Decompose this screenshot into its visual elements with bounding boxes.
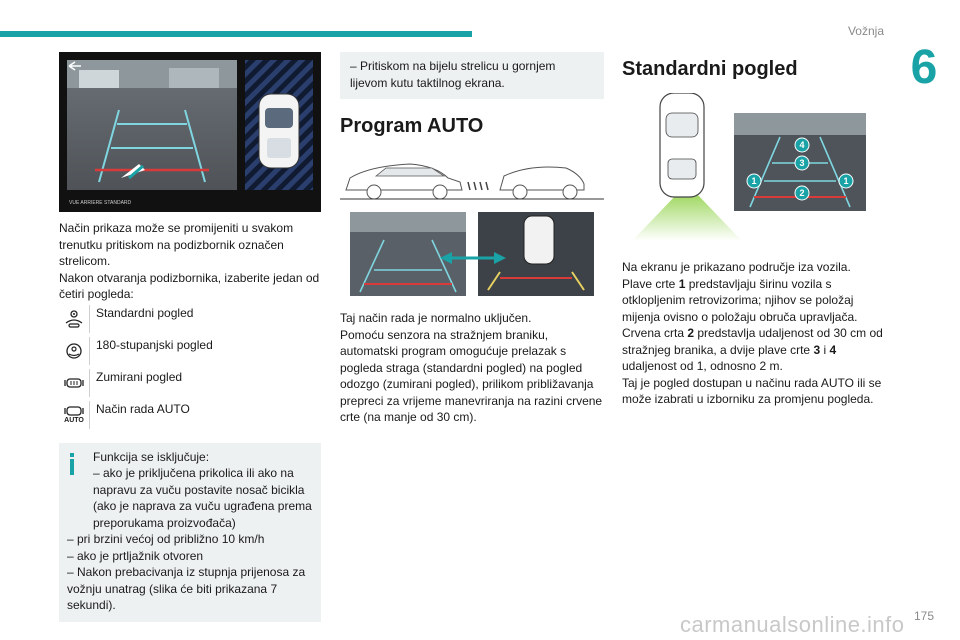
- mode-zoom: [59, 369, 321, 401]
- view-mode-list: [59, 305, 321, 433]
- marker-3: 3: [799, 158, 805, 168]
- auto-screens-figure: [340, 212, 604, 296]
- 180-view-icon: [59, 337, 90, 365]
- camera-screen-figure: [59, 52, 321, 212]
- standard-view-heading: Standardni pogled: [622, 58, 798, 80]
- program-auto-line-2: Pomoću senzora na stražnjem braniku, automatski program omogućuje prelazak s pogleda straga (standardni pogled) na pogled odozgo (zumirani pogled), prilikom približavanja prepreci za vrijeme manevriranja na razini crvene crte (na manje od 30 cm).: [340, 327, 603, 424]
- column-2: [340, 52, 604, 426]
- watermark: carmanualsonline.info: [680, 612, 905, 637]
- standard-view-illustration: [622, 93, 884, 243]
- mode-auto-label: Način rada AUTO: [96, 401, 190, 416]
- mode-standard-label: Standardni pogled: [96, 305, 194, 320]
- mode-zoom-label: Zumirani pogled: [96, 369, 183, 384]
- auto-cars-illustration: [340, 154, 604, 204]
- intro-line-2: Nakon otvaranja podizbornika, izaberite jedan od četiri pogleda:: [59, 270, 320, 301]
- info-text: [67, 449, 313, 614]
- intro-line-1: Način prikaza može se promijeniti u svakom trenutku pritiskom na podizbornik označen strelicom.: [59, 221, 294, 268]
- rear-camera-illustration: [59, 52, 321, 212]
- marker-2: 2: [799, 188, 805, 198]
- marker-1-right: 1: [843, 176, 849, 186]
- standard-line-1: Na ekranu je prikazano područje iza vozila.: [622, 260, 851, 274]
- marker-4: 4: [799, 140, 805, 150]
- info-line-2: – ako je priključena prikolica ili ako na napravu za vuču postavite nosač bicikla (ako je naprava za vuču ugrađena prema preporukama proizvođača): [93, 466, 312, 530]
- auto-screens-illustration: [340, 212, 604, 296]
- chapter-title: Vožnja: [847, 24, 884, 38]
- auto-cars-figure: [340, 154, 604, 204]
- marker-1-left: 1: [751, 176, 757, 186]
- view-mode-intro: [59, 220, 321, 303]
- info-line-1: Funkcija se isključuje:: [93, 449, 210, 464]
- mode-180: [59, 337, 321, 369]
- column-3: [622, 52, 884, 408]
- program-auto-heading: Program AUTO: [340, 115, 484, 137]
- standard-view-body: [622, 259, 884, 408]
- page-number: 175: [913, 609, 934, 623]
- standard-line-4: Taj je pogled dostupan u načinu rada AUTO ili se može izabrati u izborniku za promjenu pogleda.: [622, 375, 882, 406]
- standard-line-3: Crvena crta 2 predstavlja udaljenost od 30 cm od stražnjeg branika, a dvije plave crte 3 i 4 udaljenost od 1, odnosno 2 m.: [622, 326, 883, 373]
- column-1: [59, 52, 321, 622]
- auto-mode-icon: [59, 401, 90, 429]
- program-auto-body: [340, 310, 604, 426]
- info-box: [59, 443, 321, 622]
- info-line-5: – Nakon prebacivanja iz stupnja prijenosa za vožnju unatrag (slika će biti prikazana 7 sekundi).: [67, 565, 306, 612]
- standard-view-figure: [622, 93, 884, 243]
- mode-180-label: 180-stupanjski pogled: [96, 337, 213, 352]
- zoom-view-icon: [59, 369, 90, 397]
- header-accent-bar: [0, 31, 472, 37]
- info-line-4: – ako je prtljažnik otvoren: [67, 548, 204, 563]
- standard-view-icon: [59, 305, 90, 333]
- chapter-number: 6: [910, 41, 938, 94]
- info-line-3: – pri brzini većoj od približno 10 km/h: [67, 532, 265, 546]
- mode-auto: [59, 401, 321, 433]
- standard-line-2: Plave crte 1 predstavljaju širinu vozila s otklopljenim retrovizorima; njihov se položaj mijenja ovisno o položaju obruča upravljača.: [622, 276, 858, 324]
- info-icon: [67, 453, 77, 480]
- camera-overlay-label: VUE ARRIERE STANDARD: [69, 200, 132, 206]
- program-auto-line-1: Taj način rada je normalno uključen.: [340, 311, 532, 325]
- mode-standard: [59, 305, 321, 337]
- note-box: – Pritiskom na bijelu strelicu u gornjem lijevom kutu taktilnog ekrana.: [340, 52, 604, 99]
- auto-icon-text: AUTO: [64, 416, 84, 424]
